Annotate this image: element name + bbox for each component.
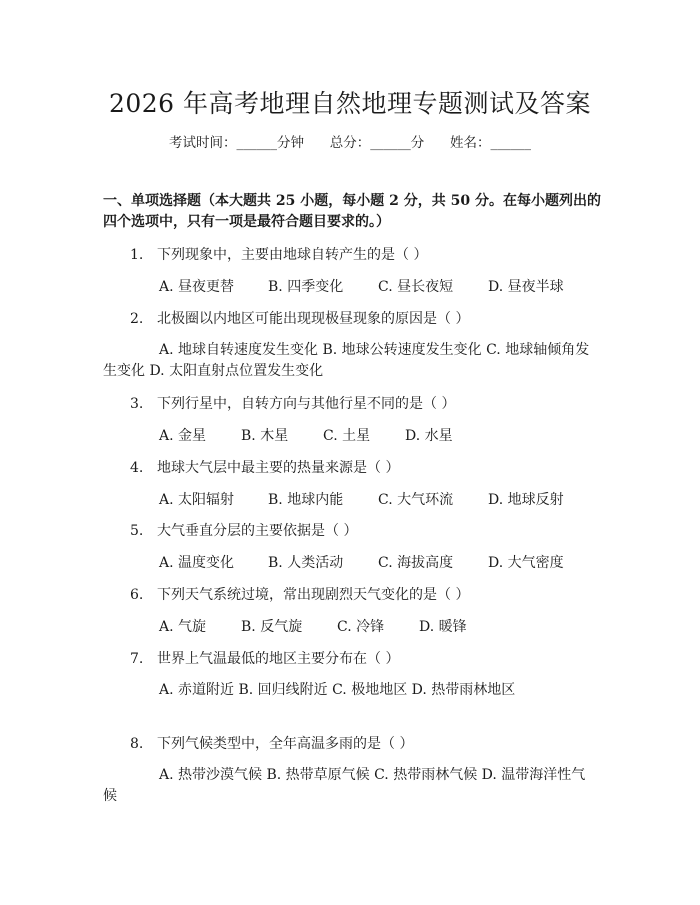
question-text: 下列现象中，主要由地球自转产生的是（ ） <box>157 247 428 263</box>
option-b: B. 木星 <box>241 428 289 444</box>
option-d: D. 地球反射 <box>488 492 564 508</box>
question-text: 北极圈以内地区可能出现现极昼现象的原因是（ ） <box>157 311 470 327</box>
question-number: 7. <box>130 651 144 667</box>
option-a: A. 太阳辐射 <box>159 492 235 508</box>
option-c: C. 昼长夜短 <box>378 279 454 295</box>
question-1-stem <box>130 244 427 264</box>
question-8-stem <box>130 733 413 753</box>
option-b: B. 地球内能 <box>268 492 344 508</box>
exam-info-line: 考试时间：______分钟 总分：______分 姓名：______ <box>169 135 531 151</box>
option-a: A. 温度变化 <box>159 555 235 571</box>
question-text: 地球大气层中最主要的热量来源是（ ） <box>157 460 400 476</box>
question-text: 下列行星中，自转方向与其他行星不同的是（ ） <box>157 396 456 412</box>
section-heading: 一、单项选择题（本大题共 25 小题，每小题 2 分，共 50 分。在每小题列出的四个选项中，只有一项是最符合题目要求的。） <box>103 193 601 230</box>
question-4-stem <box>130 457 399 477</box>
question-6-options <box>159 616 467 636</box>
option-b: B. 四季变化 <box>268 279 344 295</box>
option-c: C. 海拔高度 <box>378 555 454 571</box>
question-number: 8. <box>130 736 144 752</box>
option-a: A. 昼夜更替 <box>159 279 235 295</box>
option-d: D. 水星 <box>405 428 453 444</box>
question-number: 2. <box>130 311 144 327</box>
question-1-options <box>159 276 564 296</box>
question-number: 1. <box>130 247 144 263</box>
option-a: A. 金星 <box>159 428 207 444</box>
question-number: 3. <box>130 396 144 412</box>
option-c: C. 大气环流 <box>378 492 454 508</box>
question-5-options <box>159 552 564 572</box>
question-3-options <box>159 425 453 445</box>
page-title: 2026 年高考地理自然地理专题测试及答案 <box>108 89 592 118</box>
option-d: D. 暖锋 <box>419 619 467 635</box>
option-b: B. 人类活动 <box>268 555 344 571</box>
question-8-options: A. 热带沙漠气候 B. 热带草原气候 C. 热带雨林气候 D. 温带海洋性气候 <box>103 767 586 804</box>
question-number: 4. <box>130 460 144 476</box>
question-number: 6. <box>130 587 144 603</box>
question-5-stem <box>130 520 357 540</box>
option-b: B. 反气旋 <box>241 619 303 635</box>
option-d: D. 昼夜半球 <box>488 279 564 295</box>
question-text: 下列气候类型中，全年高温多雨的是（ ） <box>157 736 414 752</box>
question-2-stem <box>130 308 469 328</box>
question-4-options <box>159 489 564 509</box>
question-number: 5. <box>130 523 144 539</box>
question-text: 世界上气温最低的地区主要分布在（ ） <box>157 651 400 667</box>
question-text: 大气垂直分层的主要依据是（ ） <box>157 523 358 539</box>
question-2-options: A. 地球自转速度发生变化 B. 地球公转速度发生变化 C. 地球轴倾角发生变化 D. 太阳直射点位置发生变化 <box>103 342 590 379</box>
option-c: C. 土星 <box>323 428 371 444</box>
question-3-stem <box>130 393 455 413</box>
question-6-stem <box>130 584 469 604</box>
question-7-options: A. 赤道附近 B. 回归线附近 C. 极地地区 D. 热带雨林地区 <box>159 682 516 698</box>
option-a: A. 气旋 <box>159 619 207 635</box>
question-text: 下列天气系统过境，常出现剧烈天气变化的是（ ） <box>157 587 470 603</box>
option-c: C. 冷锋 <box>337 619 385 635</box>
option-d: D. 大气密度 <box>488 555 564 571</box>
question-7-stem <box>130 648 399 668</box>
